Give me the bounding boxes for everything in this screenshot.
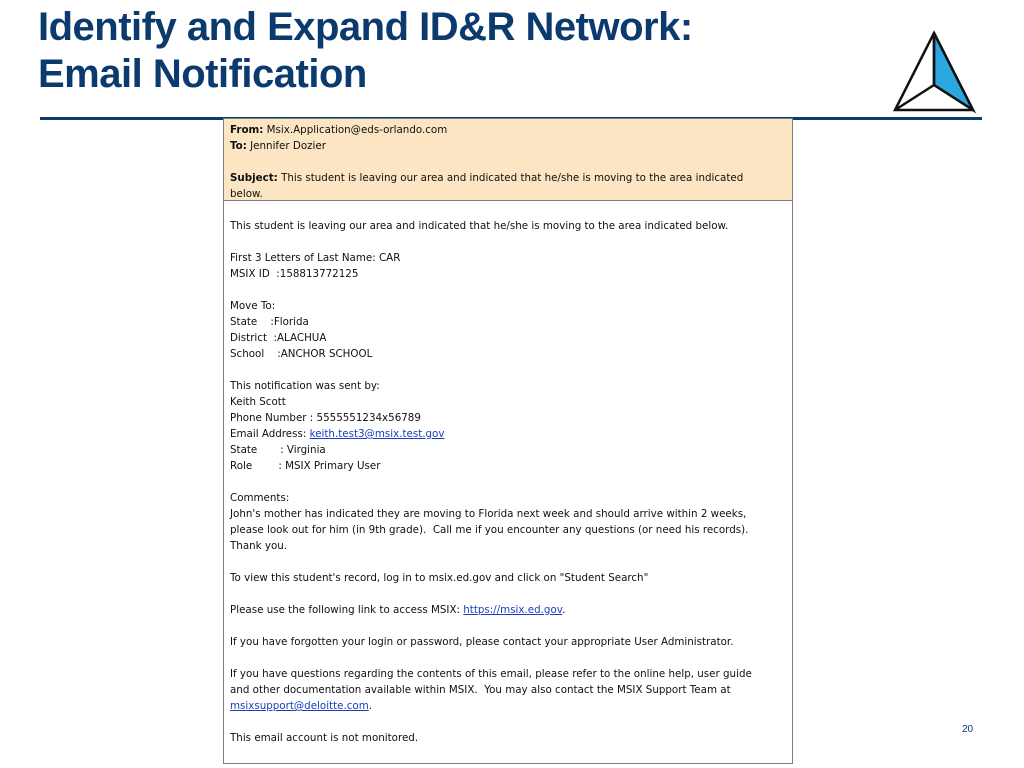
slide-title-line-2: Email Notification [38,52,367,96]
to-row [230,138,786,154]
view-record-instructions: To view this student's record, log in to msix.ed.gov and click on "Student Search" [230,572,649,584]
move-district: District :ALACHUA [230,332,327,344]
subject-value-line-1: This student is leaving our area and indicated that he/she is moving to the area indicated [281,172,744,184]
subject-value-line-2: below. [230,188,263,200]
slide-title [38,4,693,98]
sender-state: State : Virginia [230,444,326,456]
comments-heading: Comments: [230,492,290,504]
to-label: To: [230,140,247,152]
questions-line-2: and other documentation available within MSIX. You may also contact the MSIX Support Team at [230,684,731,696]
access-prefix: Please use the following link to access MSIX: [230,604,464,616]
sender-email-row [230,426,786,442]
support-email-link[interactable]: msixsupport@deloitte.com [230,700,369,712]
sender-name: Keith Scott [230,396,286,408]
comments-line-1: John's mother has indicated they are moving to Florida next week and should arrive within 2 weeks, [230,508,747,520]
email-body [224,201,792,746]
sender-email-link[interactable]: keith.test3@msix.test.gov [309,428,445,440]
comments-line-2: please look out for him (in 9th grade). Call me if you encounter any questions (or need his records). [230,524,749,536]
from-row [230,122,786,138]
last-name-letters: First 3 Letters of Last Name: CAR [230,252,401,264]
email-notification [223,118,793,764]
comments-line-3: Thank you. [230,540,288,552]
msix-id: MSIX ID :158813772125 [230,268,359,280]
email-header [224,119,792,201]
not-monitored-text: This email account is not monitored. [230,732,419,744]
questions-line-1: If you have questions regarding the contents of this email, please refer to the online help, user guide [230,668,752,680]
intro-text: This student is leaving our area and indicated that he/she is moving to the area indicated below. [230,220,729,232]
move-to-heading: Move To: [230,300,276,312]
sender-phone: Phone Number : 5555551234x56789 [230,412,421,424]
subject-label: Subject: [230,172,278,184]
spacer [230,154,786,170]
page-number: 20 [962,724,974,735]
from-label: From: [230,124,264,136]
sender-role: Role : MSIX Primary User [230,460,381,472]
sender-email-label: Email Address: [230,428,310,440]
subject-row [230,170,786,186]
sent-by-heading: This notification was sent by: [230,380,380,392]
from-value: Msix.Application@eds-orlando.com [266,124,448,136]
access-row: Please use the following link to access MSIX: https://msix.ed.gov. [230,604,566,616]
move-school: School :ANCHOR SCHOOL [230,348,373,360]
forgot-login-text: If you have forgotten your login or password, please contact your appropriate User Administrator. [230,636,734,648]
msix-link[interactable]: https://msix.ed.gov [463,604,563,616]
move-state: State :Florida [230,316,309,328]
to-value: Jennifer Dozier [250,140,326,152]
slide-title-line-1: Identify and Expand ID&R Network: [38,5,693,49]
triangle-logo-icon [892,30,976,114]
support-email-row: msixsupport@deloitte.com. [230,700,373,712]
